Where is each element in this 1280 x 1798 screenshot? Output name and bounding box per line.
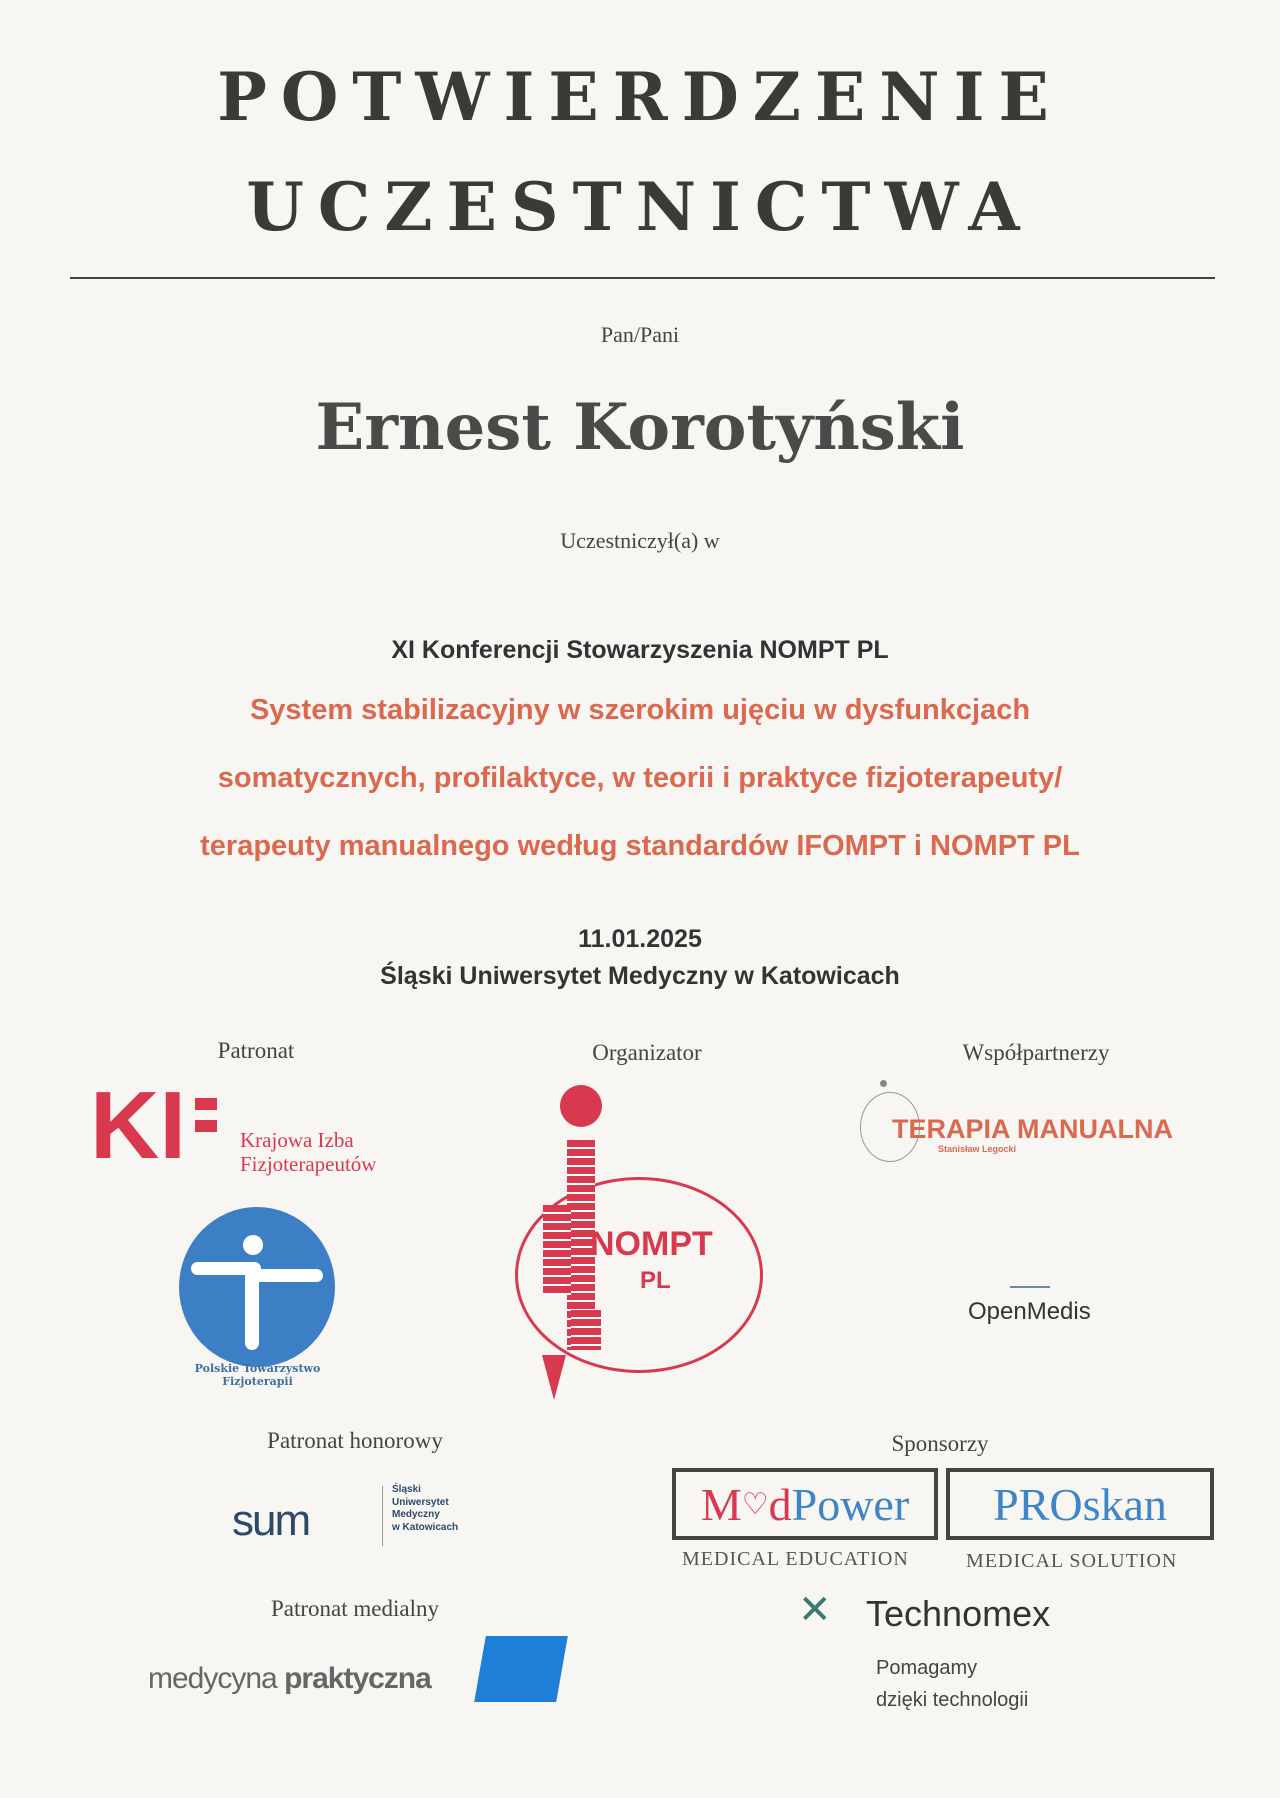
nompt-pl: PL [640,1267,671,1294]
technomex-tagline: Pomagamy dzięki technologii [876,1657,1029,1711]
openmedis-logo: OpenMedis [968,1298,1091,1325]
medpower-tagline: MEDICAL EDUCATION [682,1548,909,1570]
topic-line-1: System stabilizacyjny w szerokim ujęciu w dysfunkcjach [249,694,1031,726]
ptf-text: Polskie Towarzystwo Fizjoterapii [194,1362,321,1388]
kif-mark: KI [90,1072,186,1179]
label-patronat-medialny: Patronat medialny [271,1596,439,1621]
topic-line-2: somatycznych, profilaktyce, w teorii i praktyce fizjoterapeuty/ [217,762,1063,794]
nompt-logo [505,1085,765,1405]
label-wspolpartnerzy: Współpartnerzy [962,1040,1110,1065]
mp-logo-mark [474,1636,568,1702]
conference-name: XI Konferencji Stowarzyszenia NOMPT PL [391,636,889,664]
nompt-name: NOMPT [590,1225,713,1263]
proskan-tagline: MEDICAL SOLUTION [966,1550,1178,1572]
salutation: Pan/Pani [600,322,680,347]
sum-logo: sum Śląski Uniwersytet Medyczny w Katowicach [232,1484,459,1545]
divider [70,277,1215,279]
kif-text: Krajowa Izba Fizjoterapeutów [240,1128,377,1177]
terapia-manualna-logo: TERAPIA MANUALNA Stanisław Legocki [860,1080,1220,1175]
kif-logo [90,1068,420,1178]
technomex-icon: ✕ [798,1587,832,1633]
ptf-logo [179,1207,335,1367]
label-patronat: Patronat [217,1038,295,1063]
label-sponsorzy: Sponsorzy [891,1431,989,1456]
openmedis-swoosh-icon [1010,1286,1050,1288]
label-patronat-honorowy: Patronat honorowy [267,1428,443,1453]
event-date: 11.01.2025 [578,925,702,953]
topic-line-3: terapeuty manualnego według standardów IFOMPT i NOMPT PL [200,830,1080,862]
title-line-2: UCZESTNICTWA [246,168,1034,246]
mp-logo: medycyna praktyczna [148,1662,431,1695]
title-line-1: POTWIERDZENIE [217,58,1063,136]
technomex-logo: Technomex [866,1593,1051,1634]
label-organizator: Organizator [592,1040,702,1065]
venue: Śląski Uniwersytet Medyczny w Katowicach [380,962,900,990]
proskan-logo: PROskan [946,1468,1214,1540]
participated-in: Uczestniczył(a) w [560,528,720,553]
medpower-logo: M ♡ d Power [672,1468,938,1540]
participant-name: Ernest Korotyński [315,390,965,465]
